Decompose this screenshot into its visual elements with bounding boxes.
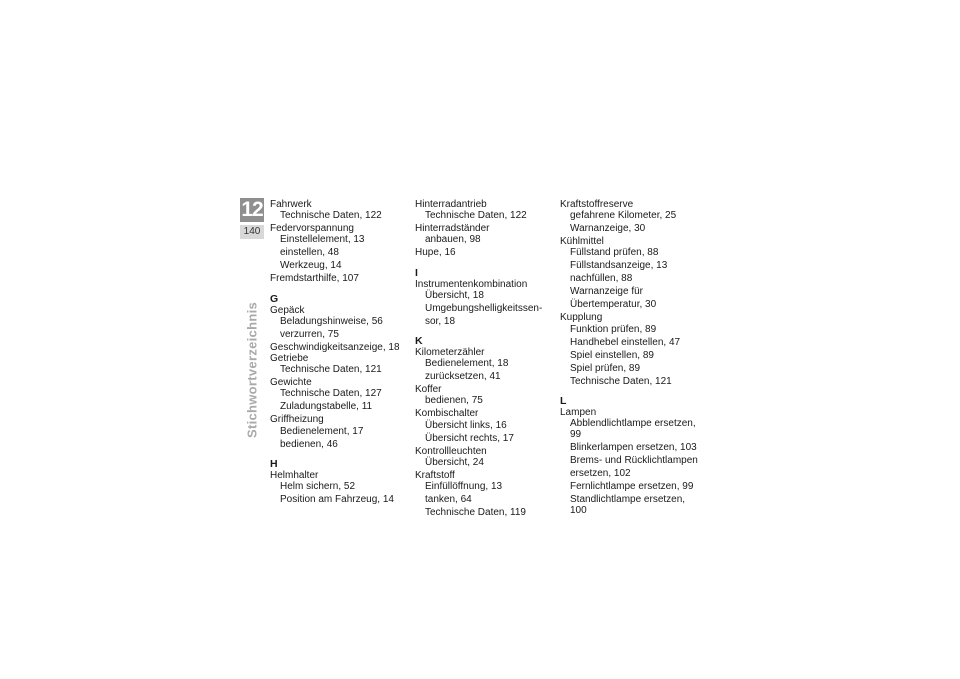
index-entry bbox=[270, 199, 410, 221]
index-term: Kühlmittel bbox=[560, 236, 604, 248]
index-subentry: sor, 18 bbox=[425, 315, 456, 327]
index-subentry: ersetzen, 102 bbox=[570, 468, 631, 480]
index-entry bbox=[270, 305, 410, 340]
index-term: Hupe, 16 bbox=[415, 247, 456, 259]
index-term: Lampen bbox=[560, 406, 597, 418]
index-term: Gepäck bbox=[270, 304, 305, 316]
index-entry bbox=[415, 199, 555, 221]
index-subentry-list bbox=[415, 395, 555, 406]
index-subentry-list bbox=[560, 247, 700, 310]
index-subentry: Übersicht links, 16 bbox=[425, 419, 507, 431]
index-subentry: Übersicht rechts, 17 bbox=[425, 432, 514, 444]
index-entry bbox=[560, 199, 700, 234]
index-subentry: Füllstandsanzeige, 13 bbox=[570, 260, 668, 272]
index-entry bbox=[270, 377, 410, 412]
index-entry bbox=[415, 384, 555, 406]
index-subentry: Einfüllöffnung, 13 bbox=[425, 481, 503, 493]
index-term: Kupplung bbox=[560, 312, 603, 324]
index-term: Federvorspannung bbox=[270, 223, 354, 235]
index-term: Griffheizung bbox=[270, 414, 324, 426]
index-subentry: zurücksetzen, 41 bbox=[425, 371, 501, 383]
index-term: Kilometerzähler bbox=[415, 347, 485, 359]
index-subentry-list bbox=[270, 210, 410, 221]
index-term: Kombischalter bbox=[415, 408, 479, 420]
index-letter-group bbox=[270, 459, 410, 505]
index-subentry: Technische Daten, 122 bbox=[280, 210, 382, 222]
index-subentry: Technische Daten, 121 bbox=[280, 364, 382, 376]
index-subentry-list bbox=[560, 324, 700, 387]
index-subentry: Übersicht, 18 bbox=[425, 289, 484, 301]
index-subentry: Füllstand prüfen, 88 bbox=[570, 247, 659, 259]
index-column-3 bbox=[560, 199, 700, 526]
index-entry bbox=[415, 470, 555, 518]
index-letter-heading: I bbox=[415, 266, 418, 279]
index-subentry-list bbox=[270, 234, 410, 271]
index-term: Helmhalter bbox=[270, 469, 319, 481]
index-entry bbox=[270, 414, 410, 449]
index-term: Getriebe bbox=[270, 353, 309, 365]
index-entry bbox=[415, 446, 555, 468]
index-entry bbox=[270, 353, 410, 375]
index-subentry-list bbox=[270, 426, 410, 450]
index-term: Geschwindigkeitsanzeige, 18 bbox=[270, 341, 400, 353]
index-subentry: Handhebel einstellen, 47 bbox=[570, 336, 681, 348]
index-subentry: bedienen, 75 bbox=[425, 395, 483, 407]
index-subentry: verzurren, 75 bbox=[280, 328, 339, 340]
index-subentry: Technische Daten, 121 bbox=[570, 375, 672, 387]
index-entry bbox=[415, 347, 555, 382]
index-subentry: Bedienelement, 17 bbox=[280, 425, 364, 437]
index-entry bbox=[270, 470, 410, 505]
index-subentry: Umgebungshelligkeitssen- bbox=[425, 302, 543, 314]
index-letter-heading: G bbox=[270, 292, 279, 305]
index-subentry: Spiel prüfen, 89 bbox=[570, 362, 641, 374]
index-term: Fahrwerk bbox=[270, 199, 312, 210]
index-subentry: Warnanzeige für bbox=[570, 286, 643, 298]
index-subentry: Standlichtlampe ersetzen, 100 bbox=[570, 494, 686, 517]
index-subentry: Position am Fahrzeug, 14 bbox=[280, 494, 394, 506]
index-subentry-list bbox=[415, 358, 555, 382]
index-subentry: Übertemperatur, 30 bbox=[570, 299, 657, 311]
index-subentry-list bbox=[415, 420, 555, 444]
index-entry bbox=[560, 312, 700, 386]
index-subentry: Fernlichtlampe ersetzen, 99 bbox=[570, 481, 694, 493]
index-subentry: Helm sichern, 52 bbox=[280, 481, 356, 493]
page-number: 140 bbox=[240, 225, 264, 239]
index-subentry-list bbox=[270, 388, 410, 412]
index-subentry: Einstellelement, 13 bbox=[280, 234, 365, 246]
index-entry bbox=[560, 236, 700, 310]
index-term: Hinterradantrieb bbox=[415, 199, 487, 210]
sidebar-section-title: Stichwortverzeichnis bbox=[244, 301, 260, 439]
index-subentry: Zuladungstabelle, 11 bbox=[280, 401, 373, 413]
index-entry bbox=[415, 408, 555, 443]
index-subentry: Beladungshinweise, 56 bbox=[280, 315, 383, 327]
index-entry bbox=[415, 279, 555, 327]
index-subentry-list bbox=[270, 316, 410, 340]
index-entry bbox=[270, 223, 410, 271]
index-subentry-list bbox=[560, 210, 700, 234]
index-subentry: einstellen, 48 bbox=[280, 247, 339, 259]
index-term: Gewichte bbox=[270, 377, 312, 389]
index-subentry-list bbox=[270, 481, 410, 505]
index-letter-heading: K bbox=[415, 335, 423, 348]
index-subentry-list bbox=[415, 210, 555, 221]
index-subentry: tanken, 64 bbox=[425, 494, 472, 506]
index-term: Instrumentenkombination bbox=[415, 278, 528, 290]
index-letter-heading: L bbox=[560, 394, 567, 407]
index-subentry: Abblendlichtlampe ersetzen, 99 bbox=[570, 418, 696, 441]
index-subentry-list bbox=[415, 457, 555, 468]
index-subentry: gefahrene Kilometer, 25 bbox=[570, 210, 677, 222]
index-entry bbox=[415, 247, 555, 258]
index-column-2 bbox=[415, 199, 555, 527]
index-column-1 bbox=[270, 199, 410, 514]
index-term: Kraftstoff bbox=[415, 469, 455, 481]
index-letter-group bbox=[560, 199, 700, 387]
index-subentry: Technische Daten, 122 bbox=[425, 210, 527, 222]
index-subentry: Technische Daten, 127 bbox=[280, 388, 382, 400]
index-subentry-list bbox=[415, 234, 555, 245]
index-letter-group bbox=[415, 268, 555, 327]
chapter-number-badge: 12 bbox=[241, 198, 263, 221]
index-subentry: Bedienelement, 18 bbox=[425, 358, 509, 370]
index-letter-group bbox=[415, 336, 555, 518]
index-subentry-list bbox=[270, 364, 410, 375]
index-term: Hinterradständer bbox=[415, 223, 490, 235]
index-entry bbox=[415, 223, 555, 245]
index-term: Kontrollleuchten bbox=[415, 445, 487, 457]
index-subentry: Funktion prüfen, 89 bbox=[570, 323, 657, 335]
index-letter-heading: H bbox=[270, 457, 278, 470]
index-term: Kraftstoffreserve bbox=[560, 199, 634, 210]
index-subentry: bedienen, 46 bbox=[280, 438, 338, 450]
index-subentry: Warnanzeige, 30 bbox=[570, 223, 646, 235]
index-subentry: Technische Daten, 119 bbox=[425, 507, 526, 519]
index-subentry: Spiel einstellen, 89 bbox=[570, 349, 654, 361]
index-subentry: Werkzeug, 14 bbox=[280, 260, 342, 272]
index-letter-group bbox=[415, 199, 555, 259]
index-subentry: nachfüllen, 88 bbox=[570, 273, 633, 285]
index-subentry: Brems- und Rücklichtlampen bbox=[570, 455, 698, 467]
index-letter-group bbox=[560, 396, 700, 517]
index-entry bbox=[560, 407, 700, 517]
index-entry bbox=[270, 273, 410, 284]
index-term: Fremdstarthilfe, 107 bbox=[270, 273, 359, 285]
index-entry bbox=[270, 342, 410, 353]
index-subentry: anbauen, 98 bbox=[425, 234, 481, 246]
index-term: Koffer bbox=[415, 384, 442, 396]
index-letter-group bbox=[270, 199, 410, 285]
index-subentry: Übersicht, 24 bbox=[425, 456, 484, 468]
index-letter-group bbox=[270, 294, 410, 450]
index-subentry: Blinkerlampen ersetzen, 103 bbox=[570, 442, 697, 454]
index-subentry-list bbox=[415, 290, 555, 327]
index-subentry-list bbox=[415, 481, 555, 518]
index-subentry-list bbox=[560, 418, 700, 517]
